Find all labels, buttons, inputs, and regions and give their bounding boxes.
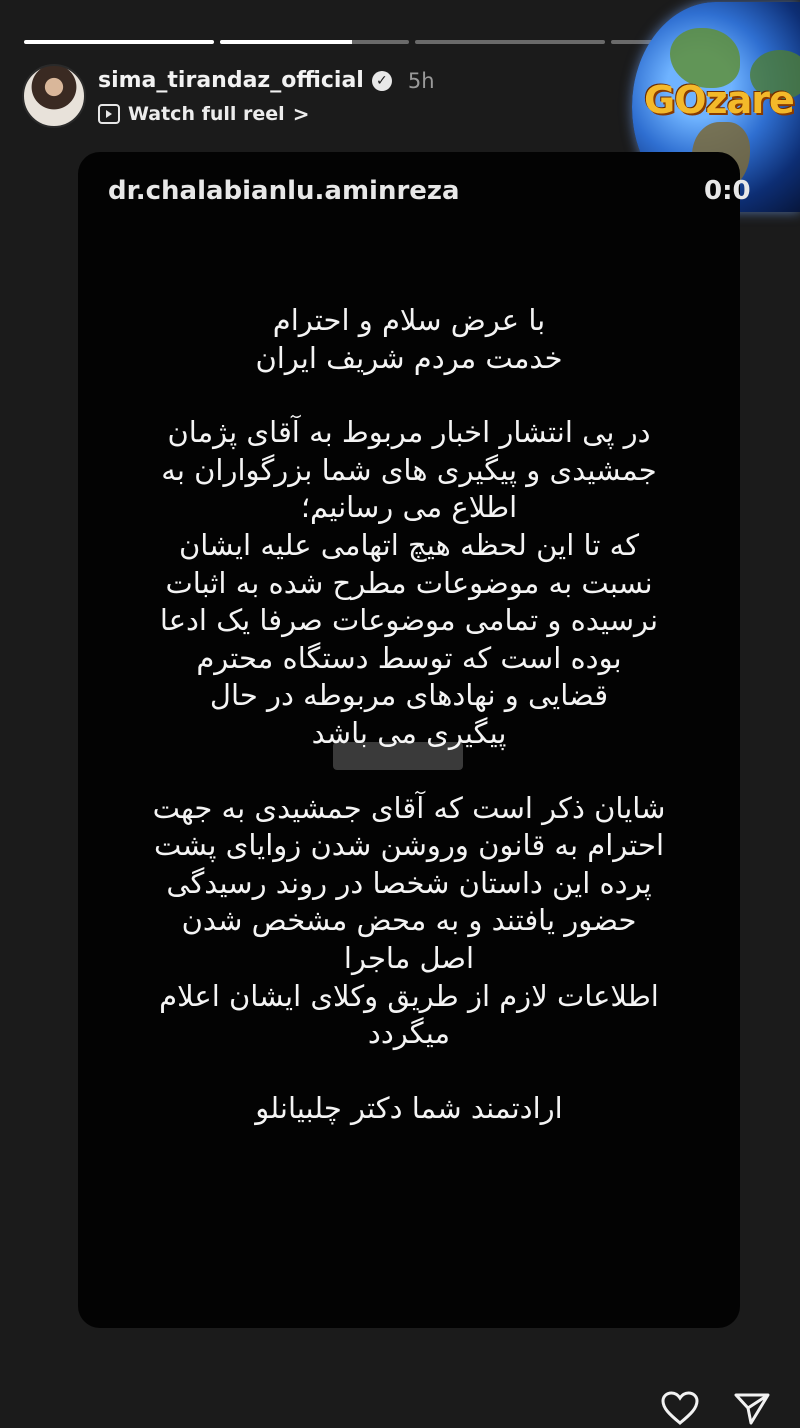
paragraph-line: حضور یافتند و به محض مشخص شدن (114, 902, 704, 940)
paragraph-line: بوده است که توسط دستگاه محترم (114, 640, 704, 678)
paragraph-line: قضایی و نهادهای مربوطه در حال (114, 677, 704, 715)
greeting-line: خدمت مردم شریف ایران (114, 340, 704, 378)
paragraph-line: نسبت به موضوعات مطرح شده به اثبات (114, 565, 704, 603)
statement-text (114, 302, 704, 1127)
post-time: 5h (408, 69, 435, 93)
avatar[interactable] (22, 64, 86, 128)
story-header (22, 64, 622, 128)
reel-icon (98, 104, 120, 124)
chevron-right-icon: > (293, 102, 310, 126)
card-timer: 0:0 (704, 176, 760, 206)
paragraph-line: نرسیده و تمامی موضوعات صرفا یک ادعا (114, 602, 704, 640)
card-handle: dr.chalabianlu.aminreza (108, 176, 460, 206)
username[interactable]: sima_tirandaz_official (98, 68, 364, 93)
progress-segment (24, 40, 214, 44)
paragraph-line: شایان ذکر است که آقای جمشیدی به جهت (114, 790, 704, 828)
verified-badge-icon: ✓ (372, 71, 392, 91)
paragraph-line: در پی انتشار اخبار مربوط به آقای پژمان (114, 414, 704, 452)
paragraph-line: احترام به قانون وروشن شدن زوایای پشت (114, 827, 704, 865)
progress-segment (415, 40, 605, 44)
watch-full-reel-label: Watch full reel (128, 103, 285, 125)
story-actions (660, 1388, 772, 1428)
paragraph-line: اطلاع می رسانیم؛ (114, 489, 704, 527)
paragraph-line: که تا این لحظه هیچ اتهامی علیه ایشان (114, 527, 704, 565)
paragraph-line: پیگیری می باشد (114, 715, 704, 753)
user-row (98, 68, 435, 93)
shared-story-card[interactable] (78, 152, 740, 1328)
logo-text: GOzare (644, 78, 794, 122)
paragraph-line: اطلاعات لازم از طریق وکلای ایشان اعلام (114, 978, 704, 1016)
text-watermark (333, 742, 463, 770)
greeting-line: با عرض سلام و احترام (114, 302, 704, 340)
progress-segment-current (220, 40, 410, 44)
paragraph-line: پرده این داستان شخصا در روند رسیدگی (114, 865, 704, 903)
paragraph-line: اصل ماجرا (114, 940, 704, 978)
signature-line: ارادتمند شما دکتر چلبیانلو (114, 1090, 704, 1128)
send-icon[interactable] (732, 1388, 772, 1428)
watch-full-reel-link[interactable] (98, 102, 309, 126)
heart-icon[interactable] (660, 1388, 700, 1428)
paragraph-line: میگردد (114, 1015, 704, 1053)
paragraph-line: جمشیدی و پیگیری های شما بزرگواران به (114, 452, 704, 490)
